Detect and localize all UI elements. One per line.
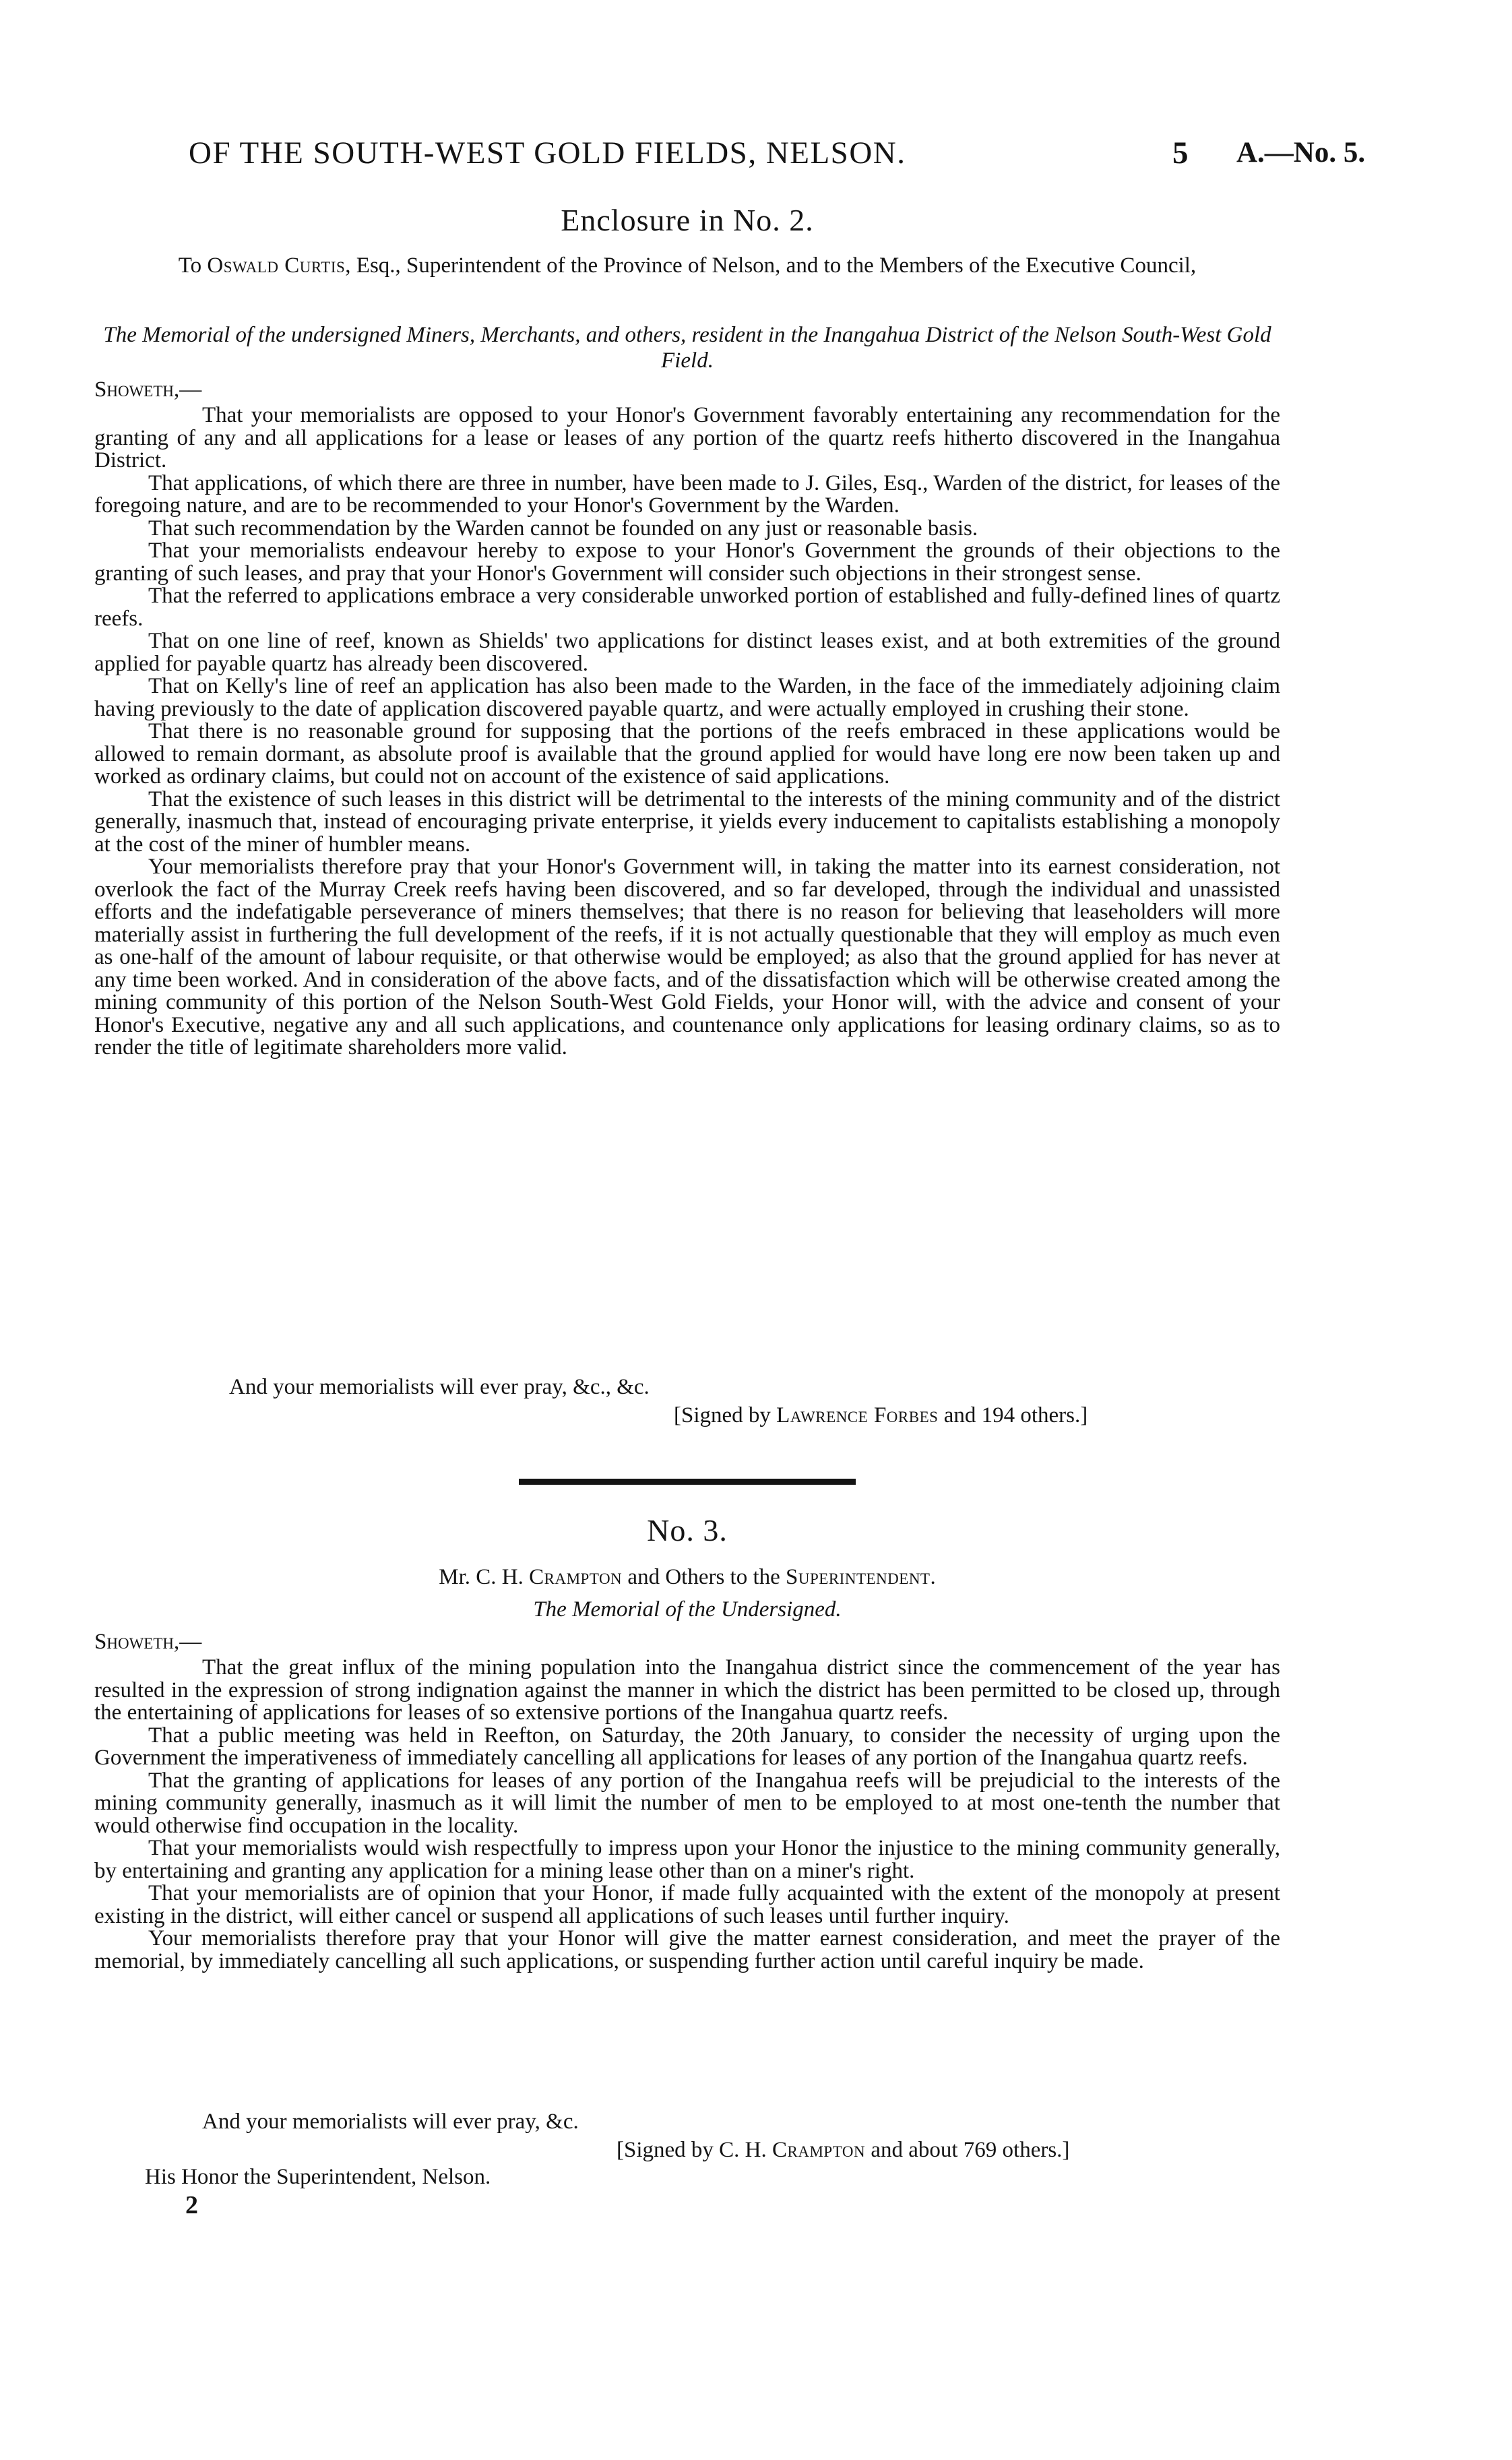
enclosure-title: Enclosure in No. 2. [561, 203, 814, 237]
paragraph: That on Kelly's line of reef an application has also been made to the Warden, in the face of the immediately adjoining claim having previously to the date of application discovered payable quartz, and were actually employed in crushing their stone. [94, 674, 1280, 721]
closing-line: And your memorialists will ever pray, &c., &c. [229, 1375, 650, 1399]
signature-line [674, 1403, 1088, 1428]
subtitle-to: Superintendent [786, 1565, 931, 1589]
signed-suffix: and about 769 others.] [871, 2138, 1070, 2162]
signed-prefix: [Signed by C. H. [617, 2138, 767, 2162]
addressee-line [94, 253, 1280, 278]
showeth-label: Showeth,— [94, 1630, 202, 1654]
section-divider [519, 1479, 856, 1485]
subtitle-name: Crampton [529, 1565, 623, 1589]
running-header [0, 135, 1418, 175]
showeth-label: Showeth,— [94, 377, 202, 402]
enclosure-body [94, 404, 1280, 1059]
paragraph: That your memorialists endeavour hereby to expose to your Honor's Government the grounds of their objections to the granting of such leases, and pray that your Honor's Government will consider such objections in their strongest sense. [94, 539, 1280, 586]
paragraph: That such recommendation by the Warden cannot be founded on any just or reasonable basis. [148, 516, 978, 541]
signed-suffix: and 194 others.] [943, 1403, 1088, 1427]
paragraph: Your memorialists therefore pray that your Honor's Government will, in taking the matter into its earnest consideration, not overlook the fact of the Murray Creek reefs having been discovered, and so far developed, through the individual and unassisted efforts and the indefatigable perseverance of miners themselves; that there is no reason for believing that leaseholders will more materially assist in furthering the full development of the reefs, if it is not actually questionable that they will employ as much even as one-half of the amount of labour requisite, or that otherwise would be employed; as also that the ground applied for has never at any time been worked. And in consideration of the above facts, and of the dissatisfaction which will be otherwise created among the mining community of this portion of the Nelson South-West Gold Fields, your Honor will, with the advice and consent of your Honor's Executive, negative any and all such applications, and countenance only applications for leasing ordinary claims, so as to render the title of legitimate shareholders more valid. [94, 855, 1280, 1059]
no3-body [94, 1657, 1280, 1973]
paragraph: That there is no reasonable ground for supposing that the portions of the reefs embraced in these applications would be allowed to remain dormant, as absolute proof is available that the ground applied for would have long ere now been taken up and worked as ordinary claims, but could not on account of the existence of said applications. [94, 719, 1280, 789]
paragraph: That your memorialists are of opinion that your Honor, if made fully acquainted with the extent of the monopoly at present existing in the district, will either cancel or suspend all applications of such leases until further inquiry. [94, 1881, 1280, 1928]
paragraph: That your memorialists are opposed to your Honor's Government favorably entertaining any recommendation for the granting of any and all applications for a lease or leases of any portion of the quartz reefs hitherto discovered in the Inangahua District. [94, 403, 1280, 472]
to-name: Oswald Curtis [207, 253, 346, 278]
signed-prefix: [Signed by [674, 1403, 771, 1427]
paragraph: That the existence of such leases in this district will be detrimental to the interests of the mining community and of the district generally, inasmuch that, instead of encouraging private enterprise, it yields every inducement to capitalists establishing a monopoly at the cost of the miner of humbler means. [94, 787, 1280, 857]
section-title: No. 3. [647, 1513, 728, 1547]
paragraph: That the great influx of the mining population into the Inangahua district since the commencement of the year has resulted in the expression of strong indignation against the manner in which the district has been permitted to be closed up, through the entertaining of applications for leases of so extensive portions of the Inangahua quartz reefs. [94, 1655, 1280, 1725]
paragraph: That applications, of which there are three in number, have been made to J. Giles, Esq., Warden of the district, for leases of the foregoing nature, and are to be recommended to your Honor's Government by the Warden. [94, 470, 1280, 518]
paragraph: That your memorialists would wish respectfully to impress upon your Honor the injustice to the mining community generally, by entertaining and granting any application for a mining lease other than on a miner's right. [94, 1836, 1280, 1883]
paragraph: That the referred to applications embrace a very considerable unworked portion of established and fully-defined lines of quartz reefs. [94, 584, 1280, 631]
paragraph: That the granting of applications for leases of any portion of the Inangahua reefs will be prejudicial to the interests of the mining community generally, inasmuch as it will limit the number of men to be employed to at most one-tenth the number that would otherwise find occupation in the locality. [94, 1768, 1280, 1838]
page-number: 5 [1172, 135, 1189, 171]
signed-name: Lawrence Forbes [776, 1403, 939, 1427]
to-rest: , Esq., Superintendent of the Province of Nelson, and to the Members of the Executive Council, [345, 253, 1197, 278]
header-title: OF THE SOUTH-WEST GOLD FIELDS, NELSON. [189, 135, 906, 171]
paragraph: That a public meeting was held in Reefton, on Saturday, the 20th January, to consider the necessity of urging upon the Government the imperativeness of immediately cancelling all applications for leases of any portion of the Inangahua quartz reefs. [94, 1723, 1280, 1770]
signature-mark: 2 [185, 2191, 198, 2219]
paragraph: That on one line of reef, known as Shields' two applications for distinct leases exist, and at both extremities of the ground applied for payable quartz has already been discovered. [94, 629, 1280, 676]
subtitle-end: . [930, 1565, 936, 1589]
signature-line [617, 2138, 1069, 2163]
subtitle-prefix: Mr. C. H. [439, 1565, 524, 1589]
paragraph: Your memorialists therefore pray that your Honor will give the matter earnest consideration, and meet the prayer of the memorial, by immediately cancelling all such applications, or suspending further action until careful inquiry be made. [94, 1926, 1280, 1973]
subtitle-middle: and Others to the [627, 1565, 780, 1589]
document-reference: A.—No. 5. [1236, 137, 1366, 168]
to-prefix: To [178, 253, 202, 278]
section-subtitle [94, 1565, 1280, 1590]
closing-line: And your memorialists will ever pray, &c. [202, 2110, 579, 2134]
memorial-heading: The Memorial of the undersigned Miners, Merchants, and others, resident in the Inangahua District of the Nelson South-West Gold Field. [103, 323, 1271, 373]
memorial-heading: The Memorial of the Undersigned. [533, 1597, 842, 1622]
addressee: His Honor the Superintendent, Nelson. [145, 2165, 491, 2189]
signed-name: Crampton [772, 2138, 866, 2162]
